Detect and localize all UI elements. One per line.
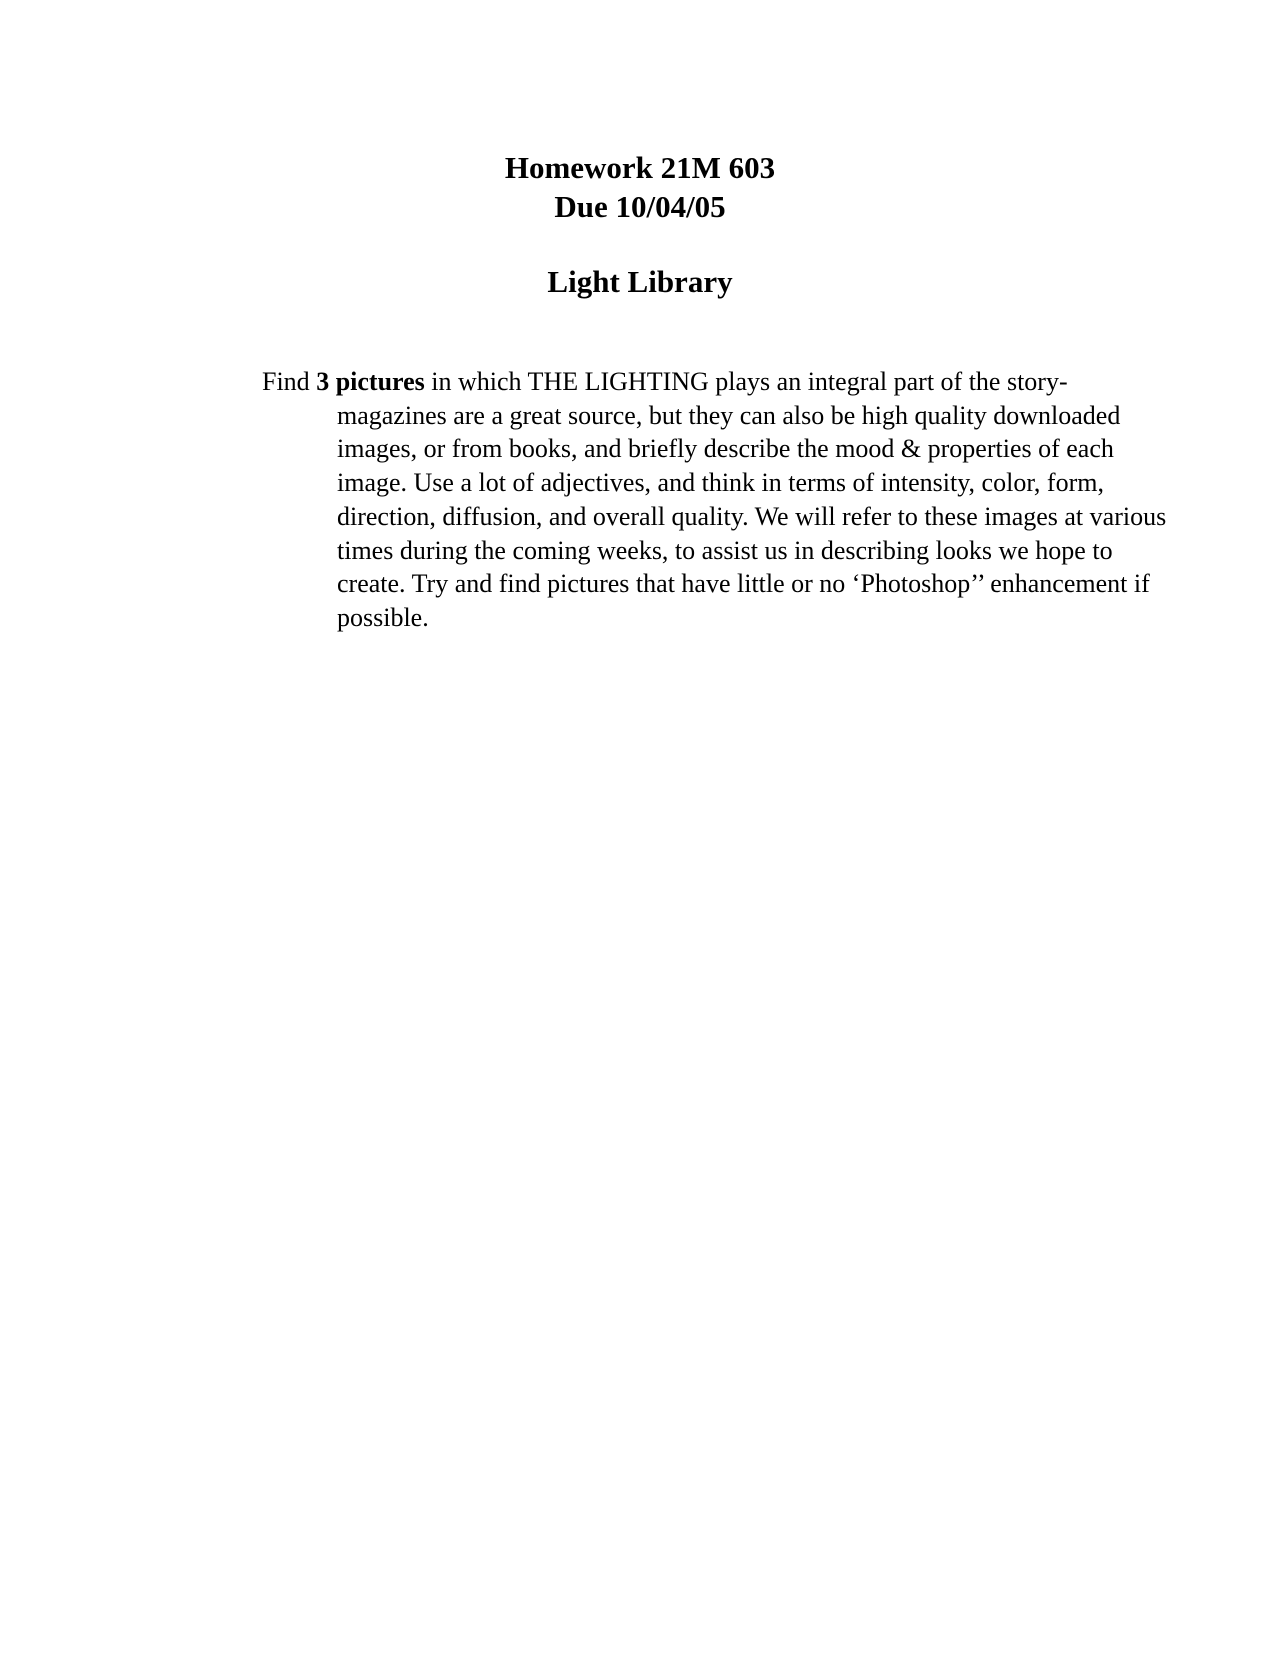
assignment-instructions — [262, 365, 1167, 635]
due-date: Due 10/04/05 — [554, 189, 726, 224]
instructions-lead: Find — [262, 367, 317, 396]
course-title: Homework 21M 603 — [504, 150, 776, 185]
instructions-text: in which THE LIGHTING plays an integral part of the story- magazines are a great source, but they can also be high quality downloaded images, or from books, and briefly describe the mood & properties of each image. Use a lot of adjectives, and think in terms of intensity, color, form, direction, diffusion, and overall quality. We will refer to these images at various times during the coming weeks, to assist us in describing looks we hope to create. Try and find pictures that have little or no ‘Photoshop’’ enhancement if possible. — [337, 367, 1167, 632]
instructions-emphasis: 3 pictures — [316, 367, 425, 396]
assignment-title: Light Library — [547, 264, 733, 299]
